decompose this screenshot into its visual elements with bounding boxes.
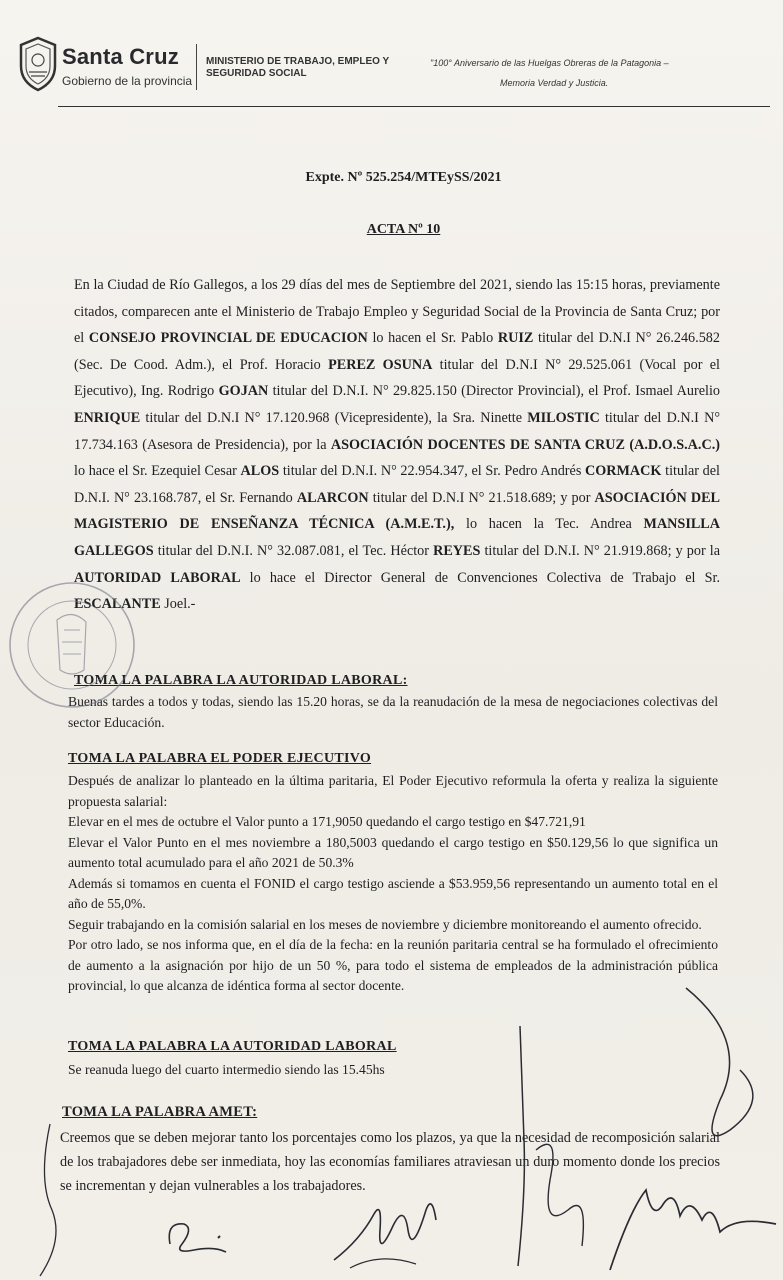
intro-bold-run: ESCALANTE [74, 596, 161, 613]
intro-text-run: lo hacen el Sr. Pablo [367, 330, 498, 347]
intro-text-run: titular del D.N.I. N° 22.954.347, el Sr. Pedro Andrés [279, 463, 586, 480]
motto-line-2: Memoria Verdad y Justicia. [500, 78, 609, 88]
section-body-autoridad-1 [68, 692, 718, 733]
letterhead [12, 26, 772, 104]
section-title-poder-ejecutivo: TOMA LA PALABRA EL PODER EJECUTIVO [68, 751, 372, 766]
intro-bold-run: MILOSTIC [527, 409, 600, 426]
section-body-poder-ejecutivo [68, 771, 718, 997]
official-stamp [2, 560, 152, 730]
intro-text-run: En la Ciudad de Río Gallegos, a los 29 días del mes de Septiembre del 2021, siendo las 15:15 horas, previamente citados, comparecen ante el Ministerio de Trabajo Empleo y Seguridad Social de la Provincia de Santa Cruz; por el [74, 277, 720, 347]
brand-name: Santa Cruz [62, 44, 179, 69]
intro-text-run: titular del D.N.I N° 29.525.061 (Vocal por el Ejecutivo), Ing. Rodrigo [74, 356, 720, 400]
section-title-autoridad-1: TOMA LA PALABRA LA AUTORIDAD LABORAL: [74, 673, 408, 688]
section-paragraph: Seguir trabajando en la comisión salarial en los meses de noviembre y diciembre monitoreando el aumento ofrecido. [68, 916, 702, 932]
motto-line-1: "100° Aniversario de las Huelgas Obreras de la Patagonia – [430, 58, 669, 68]
intro-bold-run: ALOS [240, 463, 280, 480]
intro-text-run: titular del D.N.I. N° 29.825.150 (Director Provincial), el Prof. Ismael Aurelio [268, 383, 720, 400]
intro-bold-run: ASOCIACIÓN DOCENTES DE SANTA CRUZ (A.D.O.S.A.C.) [330, 436, 720, 453]
section-paragraph: Se reanuda luego del cuarto intermedio siendo las 15.45hs [68, 1062, 385, 1077]
intro-bold-run: PEREZ OSUNA [328, 356, 433, 373]
section-paragraph: Elevar en el mes de octubre el Valor punto a 171,9050 quedando el cargo testigo en $47.721,91 [68, 814, 586, 829]
intro-text-run: lo hacen la Tec. Andrea [454, 516, 644, 533]
intro-bold-run: CORMACK [585, 463, 662, 480]
intro-text-run: titular del D.N.I. N° 23.168.787, el Sr. Fernando [74, 463, 720, 506]
brand-subtitle: Gobierno de la provincia [62, 74, 193, 88]
section-paragraph: Elevar el Valor Punto en el mes noviembre a 180,5003 quedando el cargo testigo en $50.129,56 lo que significa un aumento total acumulado para el año 2021 de 50.3% [68, 834, 718, 870]
intro-bold-run: ALARCON [296, 489, 369, 506]
intro-bold-run: ASOCIACIÓN DEL MAGISTERIO DE ENSEÑANZA TÉCNICA (A.M.E.T.), [74, 489, 721, 533]
provincial-shield-icon [18, 36, 58, 92]
signature-mark [600, 980, 780, 1280]
section-paragraph: Buenas tardes a todos y todas, siendo las 15.20 horas, se da la reanudación de la mesa de negociaciones colectivas del sector Educación. [68, 694, 718, 730]
signature-mark [490, 1020, 610, 1270]
intro-bold-run: GOJAN [218, 383, 269, 400]
acta-title: ACTA Nº 10 [366, 222, 441, 237]
expediente-number: Expte. Nº 525.254/MTEySS/2021 [305, 170, 502, 185]
section-paragraph: Por otro lado, se nos informa que, en el día de la fecha: en la reunión paritaria central se ha formulado el ofrecimiento de aumento a la asignación por hijo de un 50 %, para todo el sistema de empleados de la administración pública provincial, lo que alcanza de idéntica forma al sector docente. [68, 937, 718, 993]
section-title-autoridad-2: TOMA LA PALABRA LA AUTORIDAD LABORAL [68, 1039, 397, 1054]
intro-bold-run: ENRIQUE [74, 409, 141, 426]
signature-mark [330, 1180, 440, 1275]
letterhead-divider [196, 44, 197, 90]
section-paragraph: Creemos que se deben mejorar tanto los porcentajes como los plazos, ya que la necesidad de recomposición salarial de los trabajadores debe ser inmediata, hoy las economías familiares atraviesan un duro momento donde los precios se incrementan y dejan vulnerables a los trabajadores. [60, 1130, 720, 1194]
intro-text-run: titular del D.N.I N° 17.734.163 (Asesora de Presidencia), por la [74, 409, 720, 453]
section-paragraph: Después de analizar lo planteado en la última paritaria, El Poder Ejecutivo reformula la oferta y realiza la siguiente propuesta salarial: [68, 773, 718, 809]
intro-text-run: titular del D.N.I N° 26.246.582 (Sec. De Cood. Adm.), el Prof. Horacio [74, 330, 720, 373]
intro-text-run: titular del D.N.I N° 21.518.689; y por [368, 489, 595, 506]
header-rule [58, 106, 770, 107]
intro-text-run: Joel.- [160, 596, 196, 613]
intro-text-run: titular del D.N.I. N° 21.919.868; y por la [480, 542, 720, 559]
intro-bold-run: CONSEJO PROVINCIAL DE EDUCACION [88, 330, 368, 347]
section-paragraph: Además si tomamos en cuenta el FONID el cargo testigo asciende a $53.959,56 representando un aumento total en el año de 55,0%. [68, 875, 718, 911]
intro-bold-run: RUIZ [497, 330, 534, 347]
intro-bold-run: AUTORIDAD LABORAL [74, 569, 241, 586]
ministry-name: MINISTERIO DE TRABAJO, EMPLEO Y SEGURIDAD SOCIAL [206, 56, 389, 79]
intro-text-run: titular del D.N.I. N° 32.087.081, el Tec. Héctor [153, 542, 434, 559]
intro-text-run: titular del D.N.I N° 17.120.968 (Vicepresidente), la Sra. Ninette [140, 409, 528, 426]
section-title-amet: TOMA LA PALABRA AMET: [62, 1104, 258, 1120]
intro-bold-run: MANSILLA GALLEGOS [74, 516, 721, 559]
intro-text-run: lo hace el Director General de Convenciones Colectiva de Trabajo el Sr. [240, 569, 720, 586]
signature-mark [160, 1210, 240, 1270]
intro-bold-run: REYES [433, 542, 481, 559]
intro-paragraph [74, 272, 720, 618]
margin-signature-mark [30, 1120, 70, 1280]
intro-text-run: lo hace el Sr. Ezequiel Cesar [74, 463, 241, 480]
